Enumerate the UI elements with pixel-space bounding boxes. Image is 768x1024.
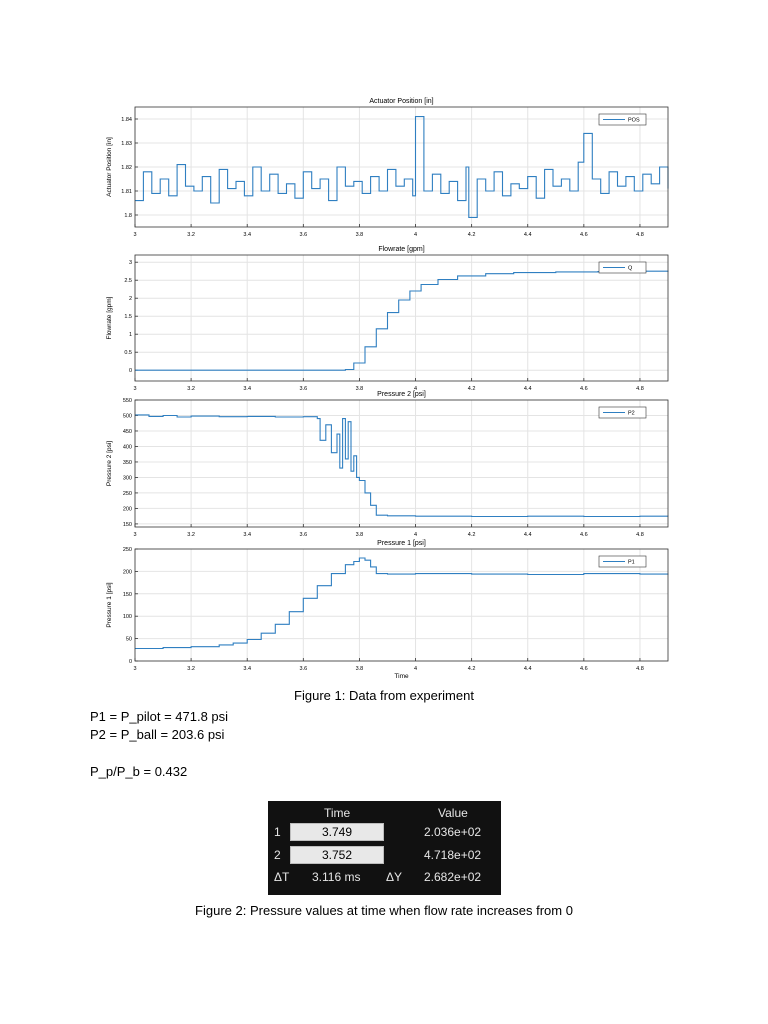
panel4-xtick-label: 4.2 (467, 666, 476, 672)
p1-equation: P1 = P_pilot = 471.8 psi (90, 709, 229, 724)
panel2-xtick-label: 3.6 (299, 386, 308, 392)
panel3-ytick-label: 150 (122, 521, 132, 528)
panel4-xtick-label: 3.8 (355, 666, 364, 672)
panel2-xtick-label: 4 (413, 386, 418, 392)
panel3-xtick-label: 4.2 (467, 532, 476, 538)
panel1-xtick-label: 3 (133, 232, 137, 238)
panel1-title: Actuator Position [in] (369, 98, 434, 105)
panel1-legend-label: POS (628, 117, 640, 124)
panel3-xtick-label: 3 (133, 532, 137, 538)
panel2-xtick-label: 3 (133, 386, 137, 392)
figure2-caption: Figure 2: Pressure values at time when flow rate increases from 0 (195, 903, 573, 918)
panel2-legend-label: Q (628, 265, 633, 272)
panel4-ytick-label: 100 (122, 614, 132, 621)
panel2-ytick-label: 3 (128, 260, 132, 267)
panel3-ytick-label: 200 (122, 506, 132, 513)
panel4-xtick-label: 4 (413, 666, 418, 672)
panel2-xtick-label: 3.8 (355, 386, 364, 392)
panel4-xlabel: Time (394, 673, 409, 680)
panel2-ytick-label: 0 (128, 368, 132, 375)
panel4-ytick-label: 50 (125, 636, 132, 643)
panel2-xtick-label: 4.2 (467, 386, 476, 392)
panel3-title: Pressure 2 [psi] (377, 391, 426, 398)
panel4-xtick-label: 4.4 (523, 666, 532, 672)
panel2-ytick-label: 2.5 (124, 278, 132, 285)
row2-time-field[interactable]: 3.752 (290, 846, 384, 864)
delta-t-value: 3.116 ms (312, 870, 361, 884)
panel4-ytick-label: 0 (128, 659, 132, 665)
panel4-xtick-label: 3.6 (299, 666, 308, 672)
cursor-measurement-table (268, 801, 501, 895)
panel1-ytick-label: 1.8 (124, 213, 132, 219)
panel3-ytick-label: 450 (122, 428, 132, 435)
panel3-ylabel: Pressure 2 [psi] (106, 440, 113, 487)
panel4-xtick-label: 4.6 (580, 666, 588, 672)
panel4-ylabel: Pressure 1 [psi] (106, 582, 113, 628)
panel3-xtick-label: 4 (413, 532, 418, 538)
row2-index: 2 (274, 848, 281, 862)
panel4-xtick-label: 3.4 (243, 666, 252, 672)
panel1-ytick-label: 1.81 (121, 189, 132, 195)
panel4-xtick-label: 3.2 (187, 666, 195, 672)
panel1-xtick-label: 3.4 (243, 232, 252, 238)
panel2-xtick-label: 4.4 (523, 386, 532, 392)
delta-t-label: ΔT (274, 870, 290, 884)
panel3-xtick-label: 4.6 (580, 532, 588, 538)
panel3-xtick-label: 3.4 (243, 532, 252, 538)
panel3-xtick-label: 3.2 (187, 532, 195, 538)
panel4-xtick-label: 3 (133, 666, 137, 672)
panel4-plot-area (135, 549, 668, 661)
panel2-ytick-label: 1 (128, 332, 132, 339)
panel2-ytick-label: 0.5 (124, 350, 132, 357)
panel3-xtick-label: 3.8 (355, 532, 364, 538)
panel3-ytick-label: 500 (122, 413, 132, 420)
panel2-ytick-label: 2 (128, 296, 132, 303)
row2-value: 4.718e+02 (424, 848, 482, 862)
delta-y-label: ΔY (386, 870, 403, 884)
panel3-xtick-label: 4.4 (523, 532, 532, 538)
panel1-xtick-label: 4.2 (467, 232, 476, 238)
header-value: Value (438, 806, 468, 820)
panel4-ytick-label: 150 (122, 591, 132, 598)
panel3-xtick-label: 4.8 (636, 532, 644, 538)
row1-index: 1 (274, 825, 281, 839)
panel3-ytick-label: 300 (122, 475, 132, 482)
panel1-xtick-label: 4 (413, 232, 418, 238)
panel1-xtick-label: 4.4 (523, 232, 532, 238)
panel2-ytick-label: 1.5 (124, 314, 132, 321)
panel2-xtick-label: 4.8 (636, 386, 644, 392)
p2-equation: P2 = P_ball = 203.6 psi (90, 727, 225, 742)
row1-value: 2.036e+02 (424, 825, 482, 839)
panel4-ytick-label: 200 (122, 569, 132, 576)
panel4-title: Pressure 1 [psi] (377, 540, 426, 547)
panel2-xtick-label: 4.6 (580, 386, 588, 392)
delta-y-value: 2.682e+02 (424, 870, 482, 884)
panel4-xtick-label: 4.8 (636, 666, 644, 672)
panel2-xtick-label: 3.2 (187, 386, 195, 392)
panel1-ytick-label: 1.83 (121, 141, 132, 147)
panel2-ylabel: Flowrate [gpm] (106, 296, 113, 340)
panel4-ytick-label: 250 (122, 547, 132, 553)
figure1-caption: Figure 1: Data from experiment (294, 688, 474, 703)
panel1-xtick-label: 4.6 (580, 232, 588, 238)
panel1-xtick-label: 4.8 (636, 232, 644, 238)
panel1-ylabel: Actuator Position [in] (106, 137, 113, 197)
panel1-ytick-label: 1.84 (121, 117, 132, 123)
panel3-ytick-label: 350 (122, 459, 132, 466)
panel3-legend-label: P2 (628, 410, 635, 417)
panel3-ytick-label: 250 (122, 490, 132, 497)
panel2-xtick-label: 3.4 (243, 386, 252, 392)
panel1-xtick-label: 3.8 (355, 232, 364, 238)
row1-time-field[interactable]: 3.749 (290, 823, 384, 841)
header-time: Time (324, 806, 351, 820)
panel1-xtick-label: 3.2 (187, 232, 195, 238)
panel4-legend-label: P1 (628, 559, 635, 566)
panel3-ytick-label: 400 (122, 444, 132, 451)
panel1-xtick-label: 3.6 (299, 232, 308, 238)
panel2-plot-area (135, 255, 668, 381)
panel3-ytick-label: 550 (122, 398, 132, 404)
panel3-xtick-label: 3.6 (299, 532, 308, 538)
ratio-equation: P_p/P_b = 0.432 (90, 764, 188, 779)
panel1-ytick-label: 1.82 (121, 165, 132, 171)
panel2-title: Flowrate [gpm] (378, 246, 425, 253)
